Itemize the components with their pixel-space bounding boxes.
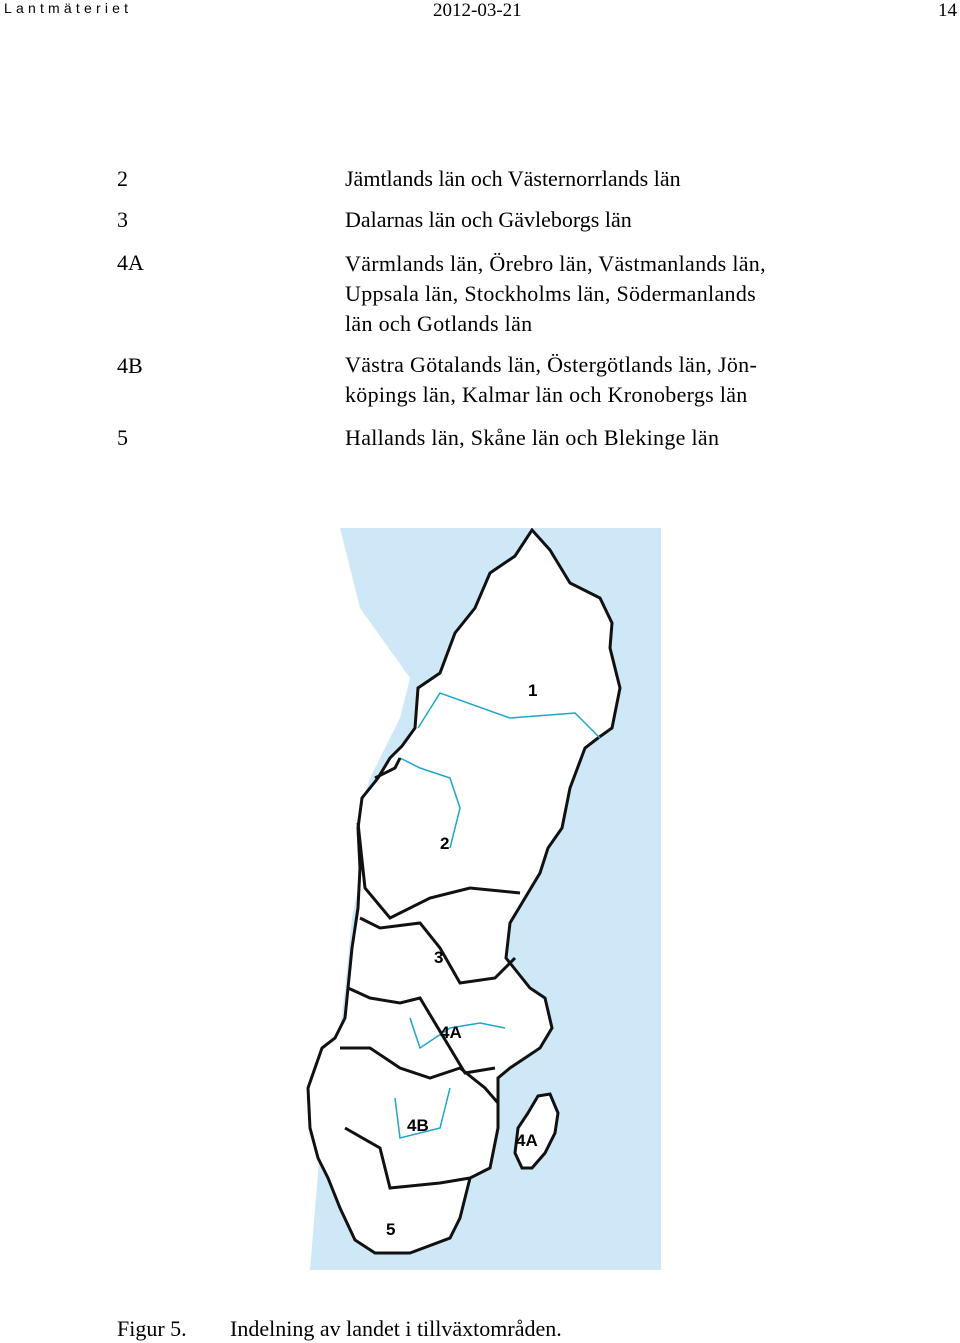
area-description-5: Hallands län, Skåne län och Blekinge län <box>345 425 720 450</box>
map-label-5: 5 <box>386 1220 396 1239</box>
header-date: 2012-03-21 <box>433 0 522 21</box>
area-4b-line-2: köpings län, Kalmar län och Kronobergs län <box>345 382 748 407</box>
area-number-3: 3 <box>117 207 128 232</box>
sweden-region-map <box>300 528 661 1270</box>
map-label-1: 1 <box>528 681 538 700</box>
figure-label: Figur 5. <box>117 1316 187 1341</box>
figure-caption: Indelning av landet i tillväxtområden. <box>230 1316 562 1341</box>
area-4a-line-3: län och Gotlands län <box>345 311 533 336</box>
area-4a-line-2: Uppsala län, Stockholms län, Södermanlands <box>345 281 756 306</box>
map-label-3: 3 <box>434 948 444 967</box>
area-number-2: 2 <box>117 166 128 191</box>
map-label-4a: 4A <box>440 1023 462 1042</box>
area-description-4b <box>345 350 845 410</box>
map-label-4b: 4B <box>407 1116 429 1135</box>
map-label-4a-gotland: 4A <box>516 1131 538 1150</box>
area-4a-line-1: Värmlands län, Örebro län, Västmanlands län, <box>345 251 766 276</box>
area-4b-line-1: Västra Götalands län, Östergötlands län, Jön- <box>345 352 758 377</box>
area-number-5: 5 <box>117 425 128 450</box>
area-description-4a <box>345 249 845 339</box>
page-number: 14 <box>938 0 957 21</box>
area-description-3: Dalarnas län och Gävleborgs län <box>345 207 632 232</box>
area-number-4b: 4B <box>117 353 143 378</box>
header-organization: Lantmäteriet <box>4 0 133 16</box>
map-label-2: 2 <box>440 834 450 853</box>
area-description-2: Jämtlands län och Västernorrlands län <box>345 166 681 191</box>
area-number-4a: 4A <box>117 250 144 275</box>
